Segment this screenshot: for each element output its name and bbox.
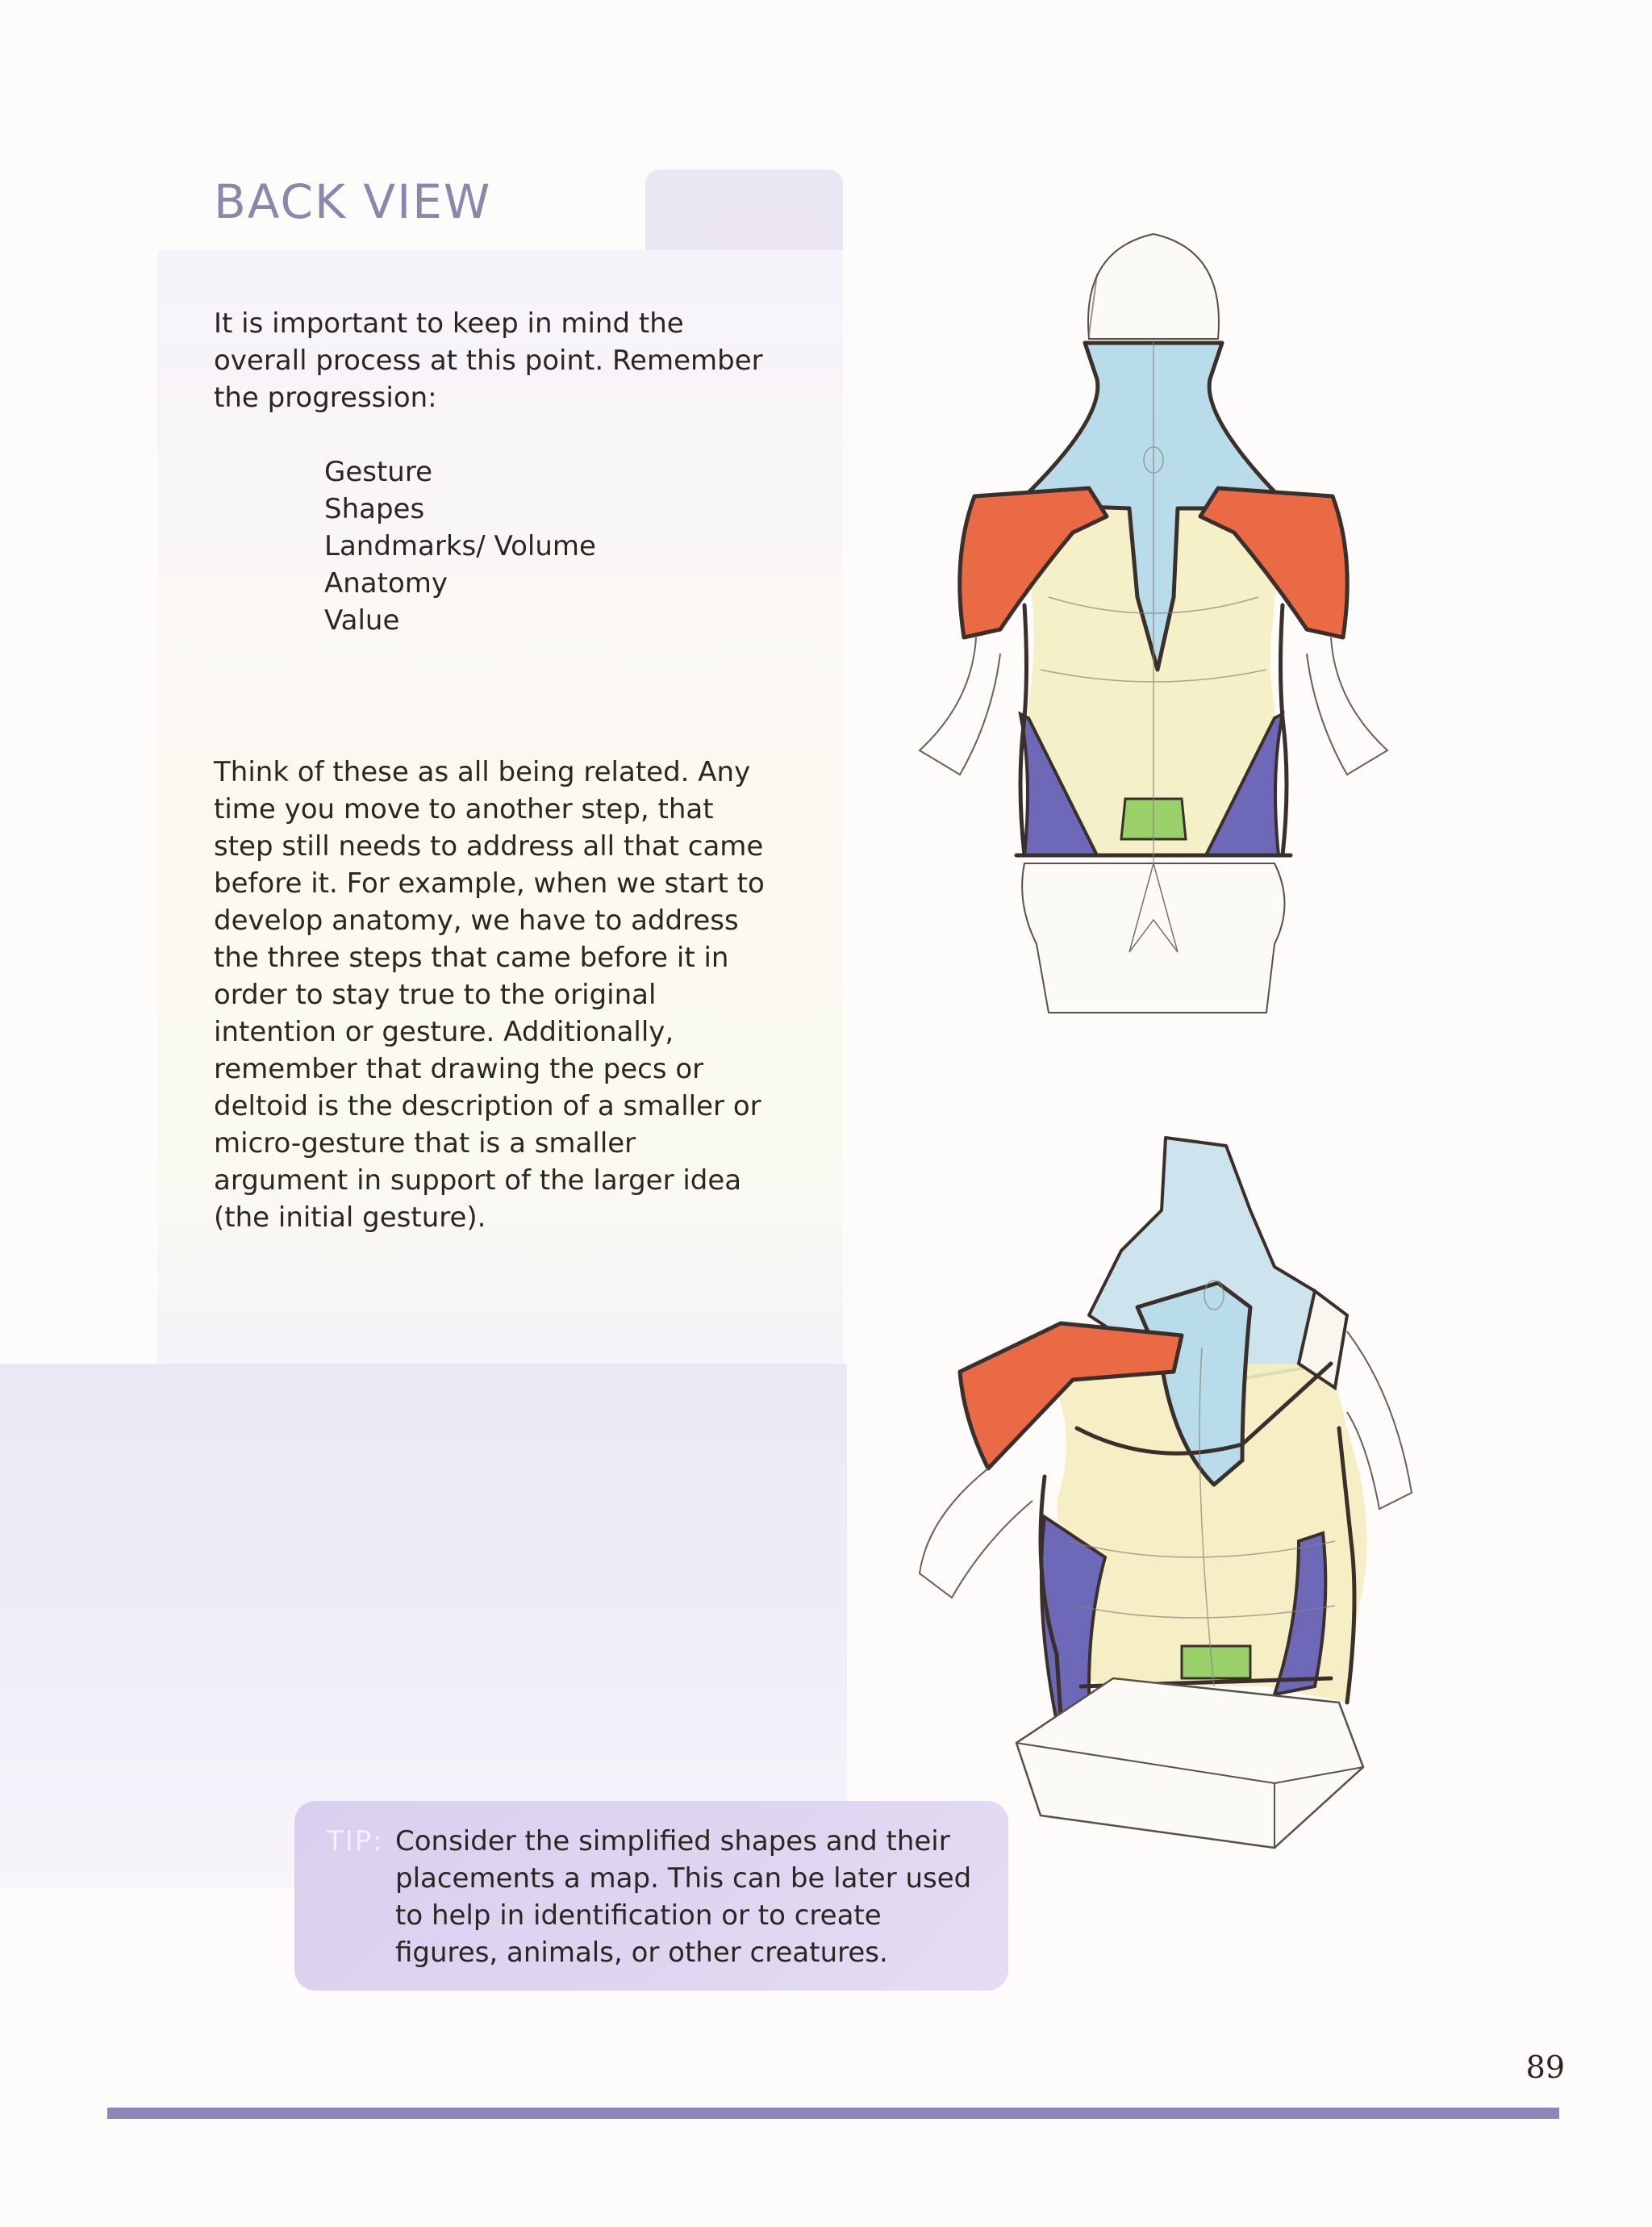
page-title: BACK VIEW: [214, 174, 492, 229]
list-item: Landmarks/ Volume: [324, 530, 596, 562]
tip-text: Consider the simplified shapes and their placements a map. This can be later used to help in identification or to create figures, animals, or other creatures.: [395, 1825, 972, 1969]
back-view-illustration-rotated: [895, 1122, 1444, 1896]
tip-label: TIP:: [327, 1825, 384, 1857]
list-item: Gesture: [324, 456, 433, 488]
back-view-illustration-front: [895, 218, 1412, 1025]
tip-callout: [294, 1801, 1008, 1991]
body-paragraph: Think of these as all being related. Any time you move to another step, that step still needs to address all that came before it. For example, when we start to develop anatomy, we have to address the three steps that came before it in order to stay true to the original intention or gesture. Additionally, remember that drawing the pecs or deltoid is the description of a smaller or micro-gesture that is a smaller argument in support of the larger idea (the initial gesture).: [214, 756, 765, 1234]
list-item: Anatomy: [324, 567, 448, 600]
footer-rule: [107, 2108, 1559, 2119]
list-item: Value: [324, 604, 400, 637]
page-number: 89: [1525, 2049, 1565, 2085]
intro-paragraph: It is important to keep in mind the overall process at this point. Remember the progression:: [214, 307, 763, 414]
progression-list: [324, 453, 596, 639]
list-item: Shapes: [324, 493, 425, 525]
